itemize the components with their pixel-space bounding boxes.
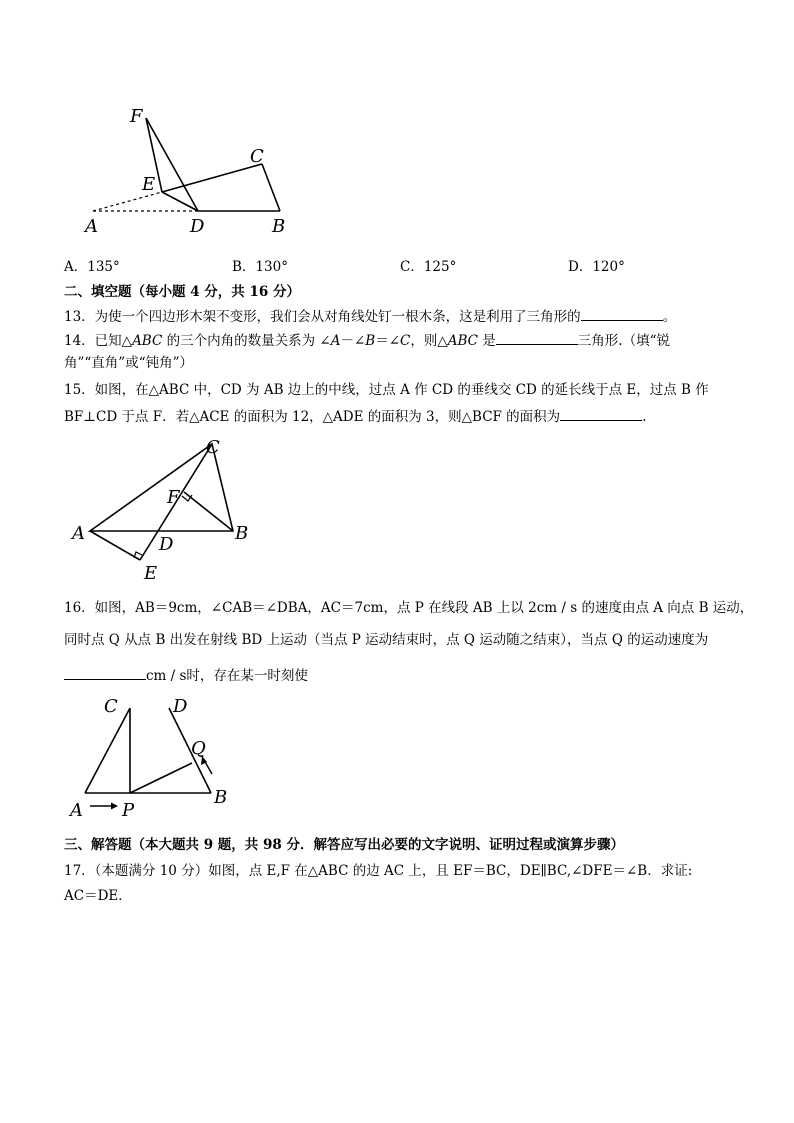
- q14-line1: [64, 330, 670, 351]
- fig1-label-B: B: [272, 216, 286, 237]
- fig3-label-Q: Q: [191, 738, 206, 759]
- q14-text-d: A: [330, 333, 341, 349]
- fig1-label-E: E: [142, 174, 156, 195]
- q12-option-c: C．125°: [400, 259, 457, 275]
- q14-text-j: ABC: [447, 333, 478, 349]
- q14-text-h: C: [400, 333, 411, 349]
- q14-text-f: B: [365, 333, 376, 349]
- q12-option-a: A．135°: [64, 259, 120, 275]
- fig2-label-B: B: [235, 523, 249, 544]
- fig2-label-F: F: [167, 487, 180, 508]
- section3-header: 三、解答题（本大题共 9 题，共 98 分．解答应写出必要的文字说明、证明过程或演算步骤）: [64, 837, 624, 853]
- q16-blank[interactable]: [64, 665, 146, 680]
- q13-text: 13．为使一个四边形木架不变形，我们会从对角线处钉一根木条，这是利用了三角形的: [64, 309, 581, 325]
- q14-text-b: ABC: [132, 333, 163, 349]
- fig1-label-A: A: [85, 216, 98, 237]
- figure-q12: [80, 100, 310, 240]
- fig2-label-E: E: [144, 563, 158, 584]
- q14-text-l: 三角形.（填“锐: [577, 333, 670, 349]
- fig3-label-C: C: [104, 696, 118, 717]
- fig3-label-P: P: [122, 800, 135, 821]
- q16-line3: [64, 665, 308, 686]
- fig1-label-D: D: [190, 216, 205, 237]
- q15-blank[interactable]: [560, 406, 642, 421]
- q15-line1: 15．如图，在△ABC 中，CD 为 AB 边上的中线，过点 A 作 CD 的垂线交 CD 的延长线于点 E，过点 B 作: [64, 382, 709, 398]
- q16-line1: 16．如图，AB＝9cm，∠CAB＝∠DBA，AC＝7cm，点 P 在线段 AB 上以 2cm / s 的速度由点 A 向点 B 运动，: [64, 600, 754, 616]
- q14-text-e: －∠: [340, 333, 366, 349]
- fig1-label-C: C: [250, 146, 264, 167]
- q15-line2: [64, 406, 646, 427]
- q14-blank[interactable]: [496, 330, 578, 345]
- q14-line2: 角”“直角”或“钝角”）: [64, 355, 194, 371]
- q15-line2-end: .: [642, 409, 647, 425]
- q14-text-g: ＝∠: [375, 333, 401, 349]
- q17-line1: 17．（本题满分 10 分）如图，点 E,F 在△ABC 的边 AC 上，且 EF＝BC，DE∥BC,∠DFE＝∠B．求证:: [64, 863, 693, 879]
- q12-option-b: B．130°: [232, 259, 288, 275]
- section2-header: 二、填空题（每小题 4 分，共 16 分）: [64, 284, 300, 300]
- fig1-label-F: F: [130, 106, 143, 127]
- fig3-label-B: B: [214, 787, 228, 808]
- q13: [64, 306, 676, 327]
- fig2-label-A: A: [72, 523, 85, 544]
- q12-option-d: D．120°: [568, 259, 625, 275]
- q13-blank[interactable]: [581, 306, 663, 321]
- q17-line2: AC＝DE．: [64, 888, 132, 904]
- figure-q15: [68, 435, 268, 585]
- q16-line3-text: cm / s时，存在某一时刻使: [146, 668, 308, 684]
- q14-text-a: 14．已知△: [64, 333, 133, 349]
- q13-end: 。: [662, 309, 677, 325]
- q16-line2: 同时点 Q 从点 B 出发在射线 BD 上运动（当点 P 运动结束时，点 Q 运动随之结束），当点 Q 的运动速度为: [64, 632, 709, 648]
- fig2-label-D: D: [159, 534, 174, 555]
- q14-text-i: ，则△: [410, 333, 448, 349]
- q14-text-c: 的三个内角的数量关系为 ∠: [162, 333, 331, 349]
- fig2-label-C: C: [206, 437, 220, 458]
- figure-q16: [62, 690, 242, 825]
- fig3-label-A: A: [70, 800, 83, 821]
- q15-line2-text: BF⊥CD 于点 F．若△ACE 的面积为 12，△ADE 的面积为 3，则△BCF 的面积为: [64, 409, 561, 425]
- q14-text-k: 是: [478, 333, 496, 349]
- fig3-label-D: D: [173, 696, 188, 717]
